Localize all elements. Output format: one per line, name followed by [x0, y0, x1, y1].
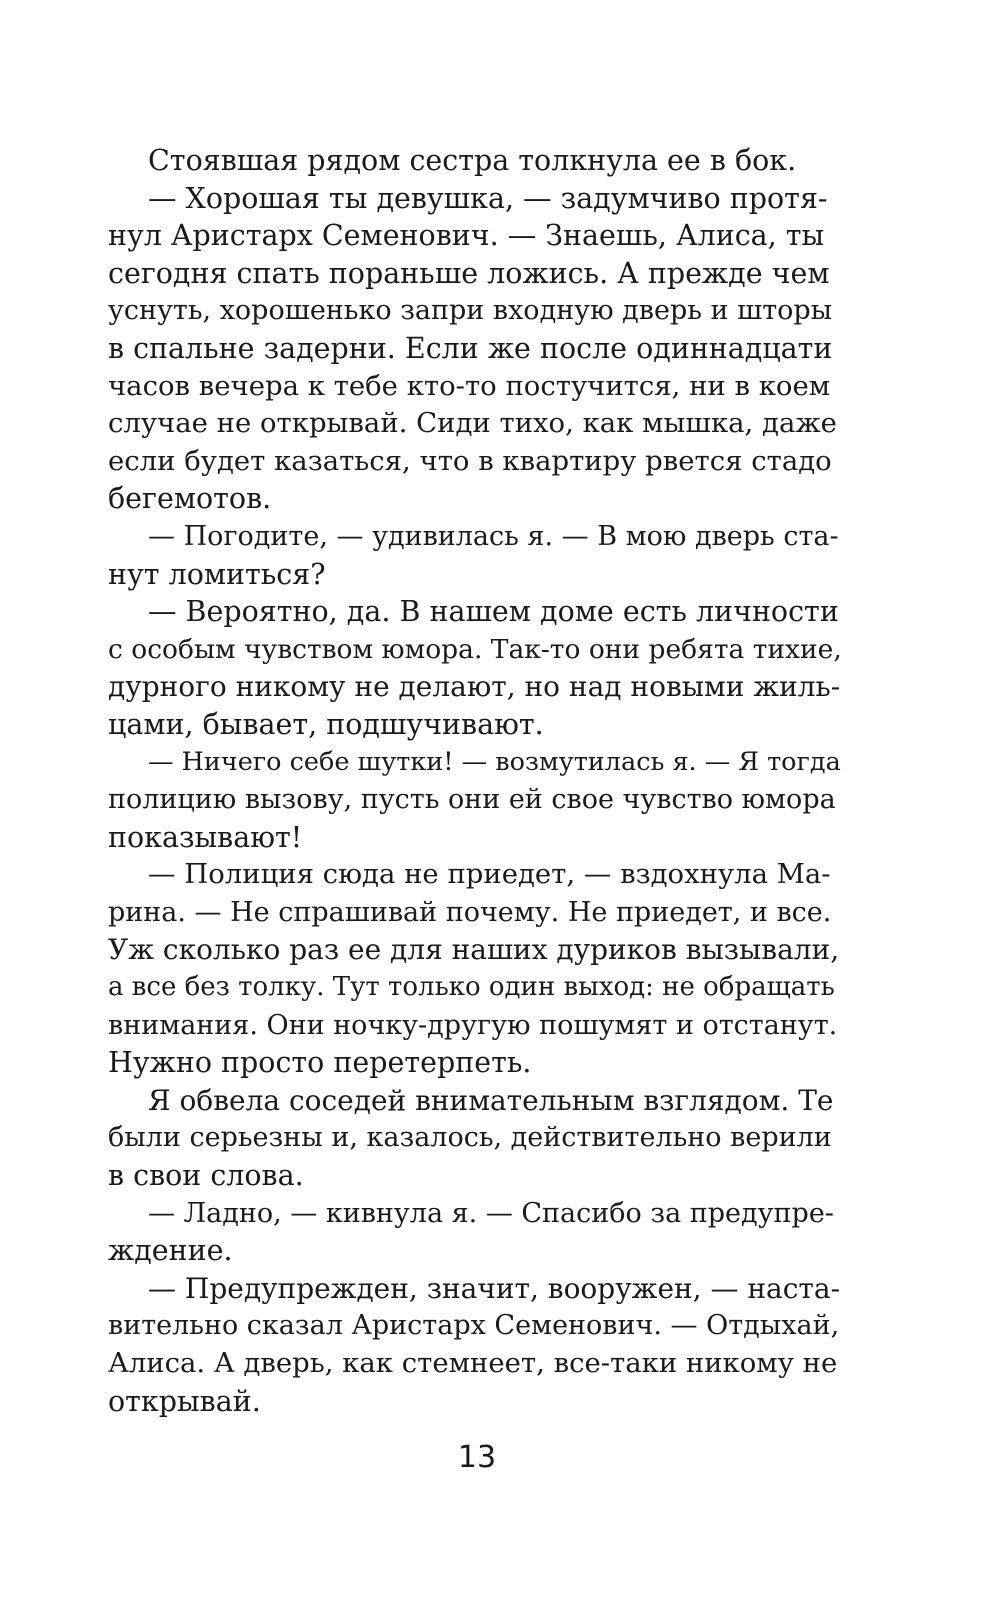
- text-line: Нужно просто перетерпеть.: [108, 1046, 532, 1080]
- text-line: рина. — Не спрашивай почему. Не приедет, и все.: [108, 896, 832, 928]
- text-line: Стоявшая рядом сестра толкнула ее в бок.: [148, 144, 797, 177]
- text-line: Алиса. А дверь, как стемнеет, все-таки никому не: [108, 1347, 838, 1379]
- text-line: — Хорошая ты девушка, — задумчиво протя-: [148, 181, 828, 215]
- text-line: полицию вызову, пусть они ей свое чувство юмора: [108, 784, 836, 816]
- body-text: [108, 142, 842, 1420]
- text-line: были серьезны и, казалось, действительно верили: [108, 1122, 832, 1154]
- text-line: — Полиция сюда не приедет, — вздохнула Ма-: [148, 858, 831, 891]
- page-number: 13: [457, 1440, 497, 1475]
- text-line: часов вечера к тебе кто-то постучится, ни в коем: [108, 369, 831, 402]
- text-line: Уж сколько раз ее для наших дуриков вызывали,: [108, 933, 840, 967]
- text-line: цами, бывает, подшучивают.: [108, 707, 544, 741]
- text-line: уснуть, хорошенько запри входную дверь и шторы: [108, 295, 833, 327]
- text-line: ждение.: [108, 1234, 233, 1268]
- text-line: — Погодите, — удивилась я. — В мою дверь ста-: [148, 520, 839, 552]
- text-line: нут ломиться?: [108, 557, 326, 591]
- text-line: случае не открывай. Сиди тихо, как мышка, даже: [108, 407, 837, 440]
- text-line: а все без толку. Тут только один выход: не обращать: [108, 972, 835, 1003]
- text-line: если будет казаться, что в квартиру рвется стадо: [108, 444, 832, 477]
- text-line: — Ладно, — кивнула я. — Спасибо за предупре-: [148, 1197, 834, 1229]
- text-line: показывают!: [108, 820, 303, 854]
- text-line: Я обвела соседей внимательным взглядом. Те: [148, 1083, 834, 1117]
- text-line: дурного никому не делают, но над новыми жиль-: [108, 670, 841, 704]
- text-line: — Предупрежден, значит, вооружен, — наста-: [148, 1271, 841, 1305]
- text-line: в спальне задерни. Если же после одиннадцати: [108, 331, 833, 365]
- text-line: — Вероятно, да. В нашем доме есть личности: [148, 595, 839, 629]
- text-line: нул Аристарх Семенович. — Знаешь, Алиса, ты: [108, 219, 825, 253]
- text-line: внимания. Они ночку-другую пошумят и отстанут.: [108, 1009, 838, 1041]
- text-line: бегемотов.: [108, 482, 272, 516]
- text-line: в свои слова.: [108, 1159, 304, 1193]
- text-line: с особым чувством юмора. Так-то они ребята тихие,: [108, 633, 842, 665]
- text-line: сегодня спать пораньше ложись. А прежде чем: [108, 256, 830, 290]
- text-line: открывай.: [108, 1384, 261, 1418]
- text-line: вительно сказал Аристарх Семенович. — Отдыхай,: [108, 1310, 840, 1342]
- text-line: — Ничего себе шутки! — возмутилась я. — Я тогда: [148, 746, 841, 777]
